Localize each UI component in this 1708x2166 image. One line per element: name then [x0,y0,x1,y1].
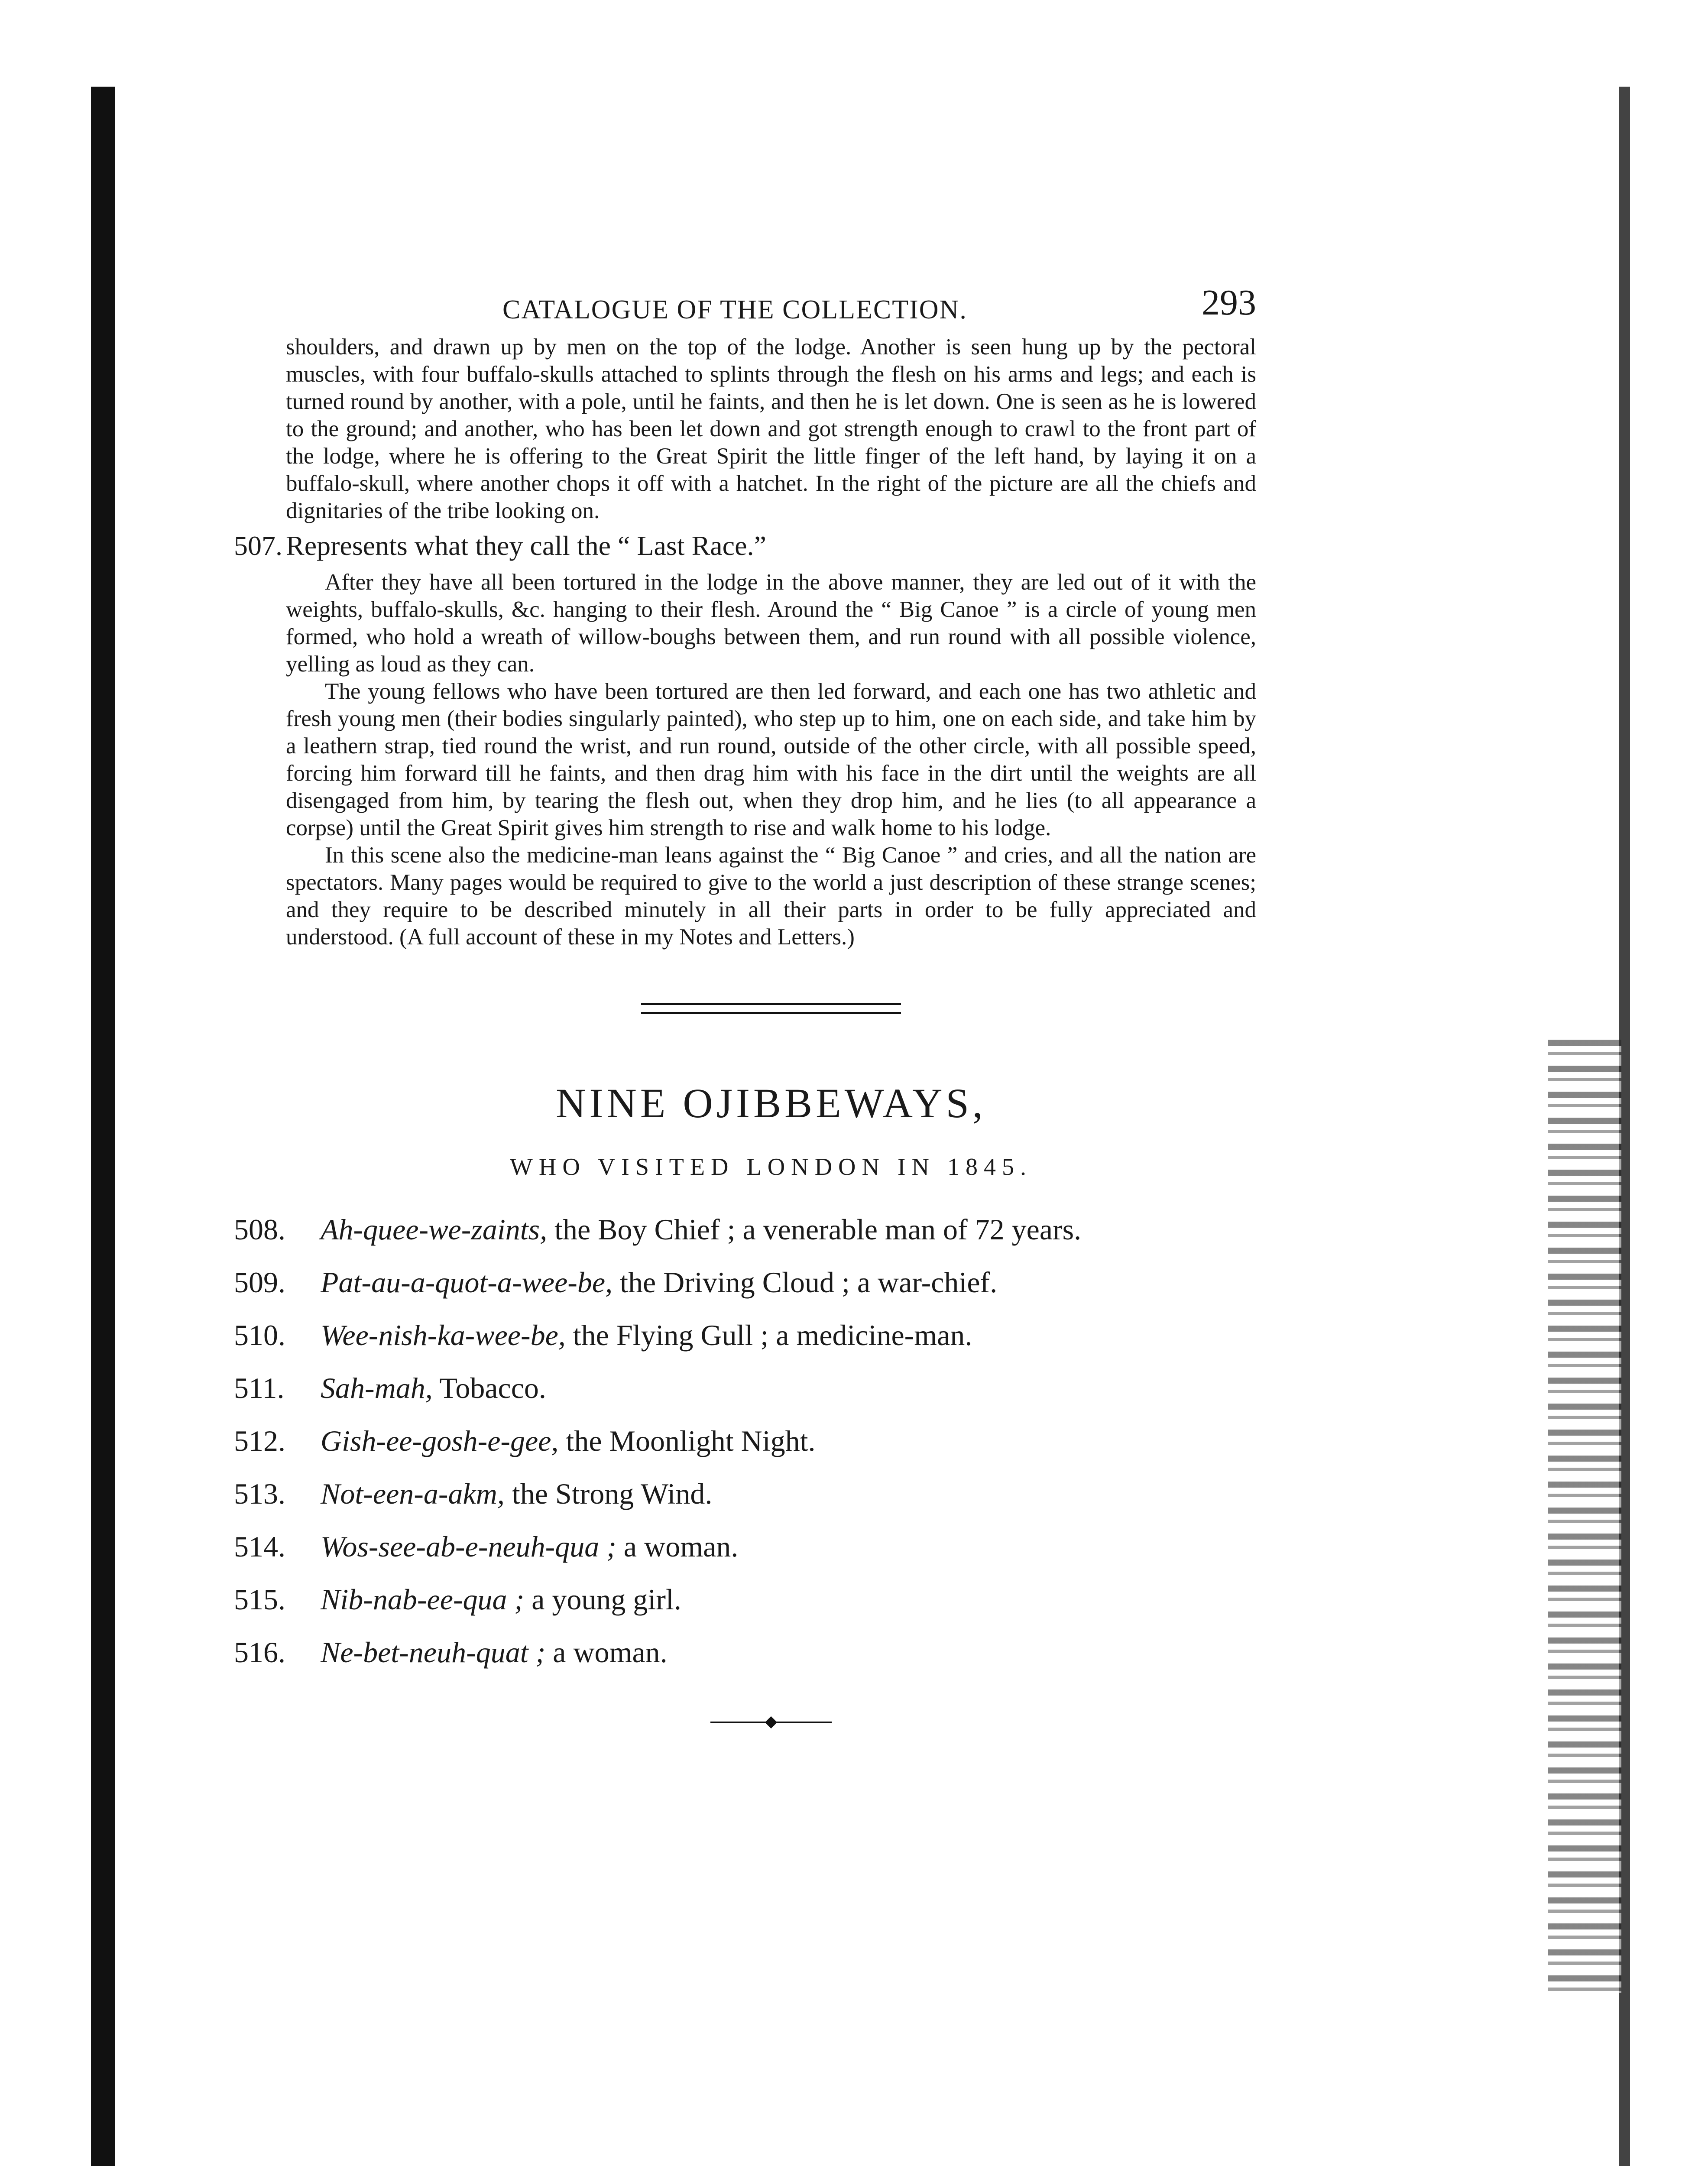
entry-507-heading [234,529,1256,563]
entry-number: 512. [234,1424,285,1457]
entry-description: the Strong Wind. [504,1477,713,1510]
continuation-paragraph: shoulders, and drawn up by men on the top of the lodge. Another is seen hung up by the pectoral muscles, with four buffalo-skulls attached to splints through the flesh on his arms and legs; and each is turned round by another, with a pole, until he faints, and then he is let down. One is seen as he is lowered to the ground; and another, who has been let down and got strength enough to crawl to the front part of the lodge, where he is offering to the Great Spirit the little finger of the left hand, by laying it on a buffalo-skull, where another chops it off with a hatchet. In the right of the picture are all the chiefs and dignitaries of the tribe looking on. [286,334,1256,523]
entry-list [234,1211,1256,1670]
ornament-diamond [765,1716,777,1728]
list-item [234,1370,1256,1406]
double-rule-divider [641,1003,901,1014]
entry-name: Pat-au-a-quot-a-wee-be, [321,1266,613,1299]
entry-name: Ah-quee-we-zaints, [321,1213,548,1246]
entry-number: 514. [234,1530,285,1563]
entry-name: Wee-nish-ka-wee-be, [321,1319,566,1352]
entry-number: 513. [234,1477,285,1510]
entry-description: the Driving Cloud ; a war-chief. [613,1266,998,1299]
entry-number: 507. [234,530,282,561]
section-title: NINE OJIBBEWAYS, [556,1080,986,1126]
entry-number: 516. [234,1636,285,1669]
page-header [286,277,1256,324]
entry-name: Sah-mah, [321,1372,433,1404]
list-item [234,1264,1256,1300]
entry-description: the Flying Gull ; a medicine-man. [565,1319,972,1352]
entry-507-paragraph-3: In this scene also the medicine-man leans against the “ Big Canoe ” and cries, and all the nation are spectators. Many pages would be required to give to the world a just description of these strange scenes; and they require to be described minutely in all their parts in order to be fully appreciated and understood. (A full account of these in my Notes and Letters.) [286,843,1256,950]
list-item [234,1211,1256,1248]
list-item [234,1475,1256,1512]
entry-description: the Boy Chief ; a venerable man of 72 years. [547,1213,1082,1246]
entry-description: the Moonlight Night. [558,1424,816,1457]
list-item [234,1317,1256,1353]
list-item [234,1528,1256,1565]
entry-name: Wos-see-ab-e-neuh-qua ; [321,1530,616,1563]
running-title: CATALOGUE OF THE COLLECTION. [502,295,967,324]
entry-name: Nib-nab-ee-qua ; [321,1583,525,1616]
entry-description: a young girl. [524,1583,681,1616]
entry-title: Represents what they call the “ Last Race.” [286,530,766,561]
page-number: 293 [1202,282,1256,323]
binding-edge-left [91,87,115,2166]
entry-description: Tobacco. [432,1372,546,1404]
entry-number: 509. [234,1266,285,1299]
entry-number: 511. [234,1372,285,1404]
entry-number: 515. [234,1583,285,1616]
book-page [234,277,1256,1727]
list-item [234,1634,1256,1670]
list-item [234,1581,1256,1618]
entry-description: a woman. [545,1636,668,1669]
entry-description: a woman. [616,1530,739,1563]
section-subtitle: WHO VISITED LONDON IN 1845. [510,1154,1032,1180]
end-ornament [710,1718,832,1727]
entry-507-paragraph-1: After they have all been tortured in the lodge in the above manner, they are led out of it with the weights, buffalo-skulls, &c. hanging to their flesh. Around the “ Big Canoe ” is a circle of young men formed, who hold a wreath of willow-boughs between them, and run round with all possible violence, yelling as loud as they can. [286,570,1256,677]
entry-name: Not-een-a-akm, [321,1477,505,1510]
entry-name: Ne-bet-neuh-quat ; [321,1636,546,1669]
entry-name: Gish-ee-gosh-e-gee, [321,1424,559,1457]
scan-artifact-right [1548,1040,1621,1993]
entry-number: 510. [234,1319,285,1352]
list-item [234,1423,1256,1459]
entry-number: 508. [234,1213,285,1246]
entry-507-paragraph-2: The young fellows who have been tortured are then led forward, and each one has two athletic and fresh young men (their bodies singularly painted), who step up to him, one on each side, and take him by a leathern strap, tied round the wrist, and run round, outside of the other circle, with all possible speed, forcing him forward till he faints, and then drag him with his face in the dirt until the weights are all disengaged from him, by tearing the flesh out, when they drop him, and he lies (to all appearance a corpse) until the Great Spirit gives him strength to rise and walk home to his lodge. [286,679,1256,840]
